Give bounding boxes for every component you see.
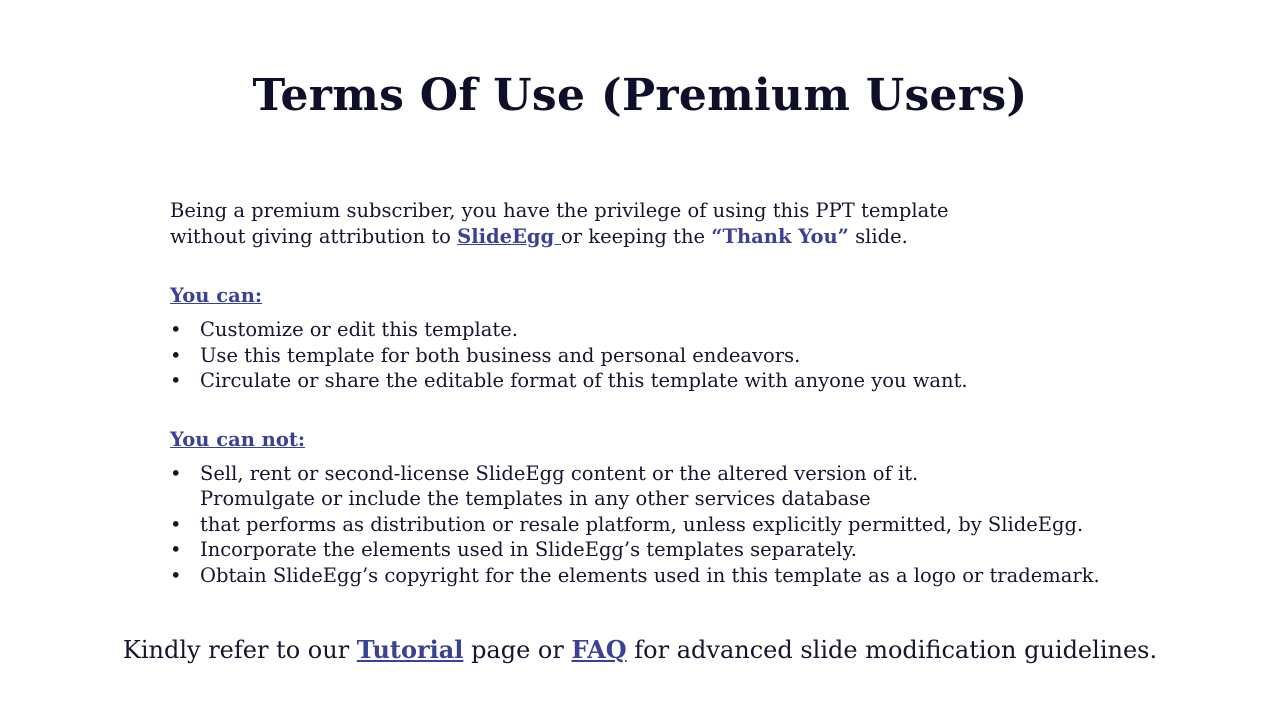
- list-item-text: Circulate or share the editable format of this template with anyone you want.: [200, 369, 968, 392]
- intro-line-1: Being a premium subscriber, you have the privilege of using this PPT template: [170, 199, 949, 222]
- terms-content: [170, 198, 1130, 588]
- bullet-icon: •: [170, 461, 182, 485]
- footer-prefix: Kindly refer to our: [122, 636, 357, 664]
- list-item-text: Incorporate the elements used in SlideEgg’s templates separately.: [200, 538, 857, 561]
- slideegg-link[interactable]: SlideEgg: [457, 225, 561, 248]
- you-can-list: [170, 317, 1130, 394]
- list-item: [170, 343, 1130, 369]
- list-item: [170, 512, 1130, 538]
- list-item-text: Promulgate or include the templates in any other services database: [200, 487, 871, 510]
- you-can-not-list: [170, 461, 1130, 589]
- you-can-heading: You can:: [170, 284, 263, 307]
- bullet-icon: •: [170, 318, 182, 341]
- list-item: [170, 563, 1130, 589]
- intro-line-2-suffix: slide.: [848, 225, 908, 248]
- list-item: [170, 537, 1130, 563]
- slide-title: Terms Of Use (Premium Users): [252, 70, 1028, 121]
- list-item: [170, 461, 1130, 487]
- bullet-icon: •: [170, 538, 182, 561]
- bullet-icon: •: [170, 343, 182, 367]
- thank-you-emphasis: “Thank You”: [711, 225, 849, 248]
- bullet-icon: •: [170, 369, 182, 392]
- you-can-not-heading: You can not:: [170, 427, 306, 451]
- tutorial-link[interactable]: Tutorial: [356, 635, 464, 664]
- intro-line-2-middle: or keeping the: [561, 225, 712, 248]
- list-item-text: that performs as distribution or resale platform, unless explicitly permitted, by SlideEgg.: [200, 512, 1084, 536]
- footer-middle: page or: [463, 636, 572, 664]
- list-item-text: Use this template for both business and personal endeavors.: [200, 343, 801, 367]
- faq-link[interactable]: FAQ: [571, 635, 627, 664]
- list-item: [170, 317, 1130, 343]
- intro-line-2-prefix: without giving attribution to: [170, 225, 458, 248]
- bullet-icon: •: [170, 563, 182, 587]
- intro-paragraph: [170, 198, 1130, 250]
- list-item-text: Sell, rent or second-license SlideEgg content or the altered version of it.: [200, 461, 919, 485]
- list-item: [170, 368, 1130, 394]
- footer-suffix: for advanced slide modification guidelines.: [626, 636, 1158, 664]
- list-item: [170, 486, 1130, 512]
- list-item-text: Customize or edit this template.: [200, 318, 518, 341]
- footer-guidelines: [0, 633, 1280, 667]
- bullet-icon: •: [170, 512, 182, 536]
- list-item-text: Obtain SlideEgg’s copyright for the elements used in this template as a logo or trademark.: [200, 563, 1100, 587]
